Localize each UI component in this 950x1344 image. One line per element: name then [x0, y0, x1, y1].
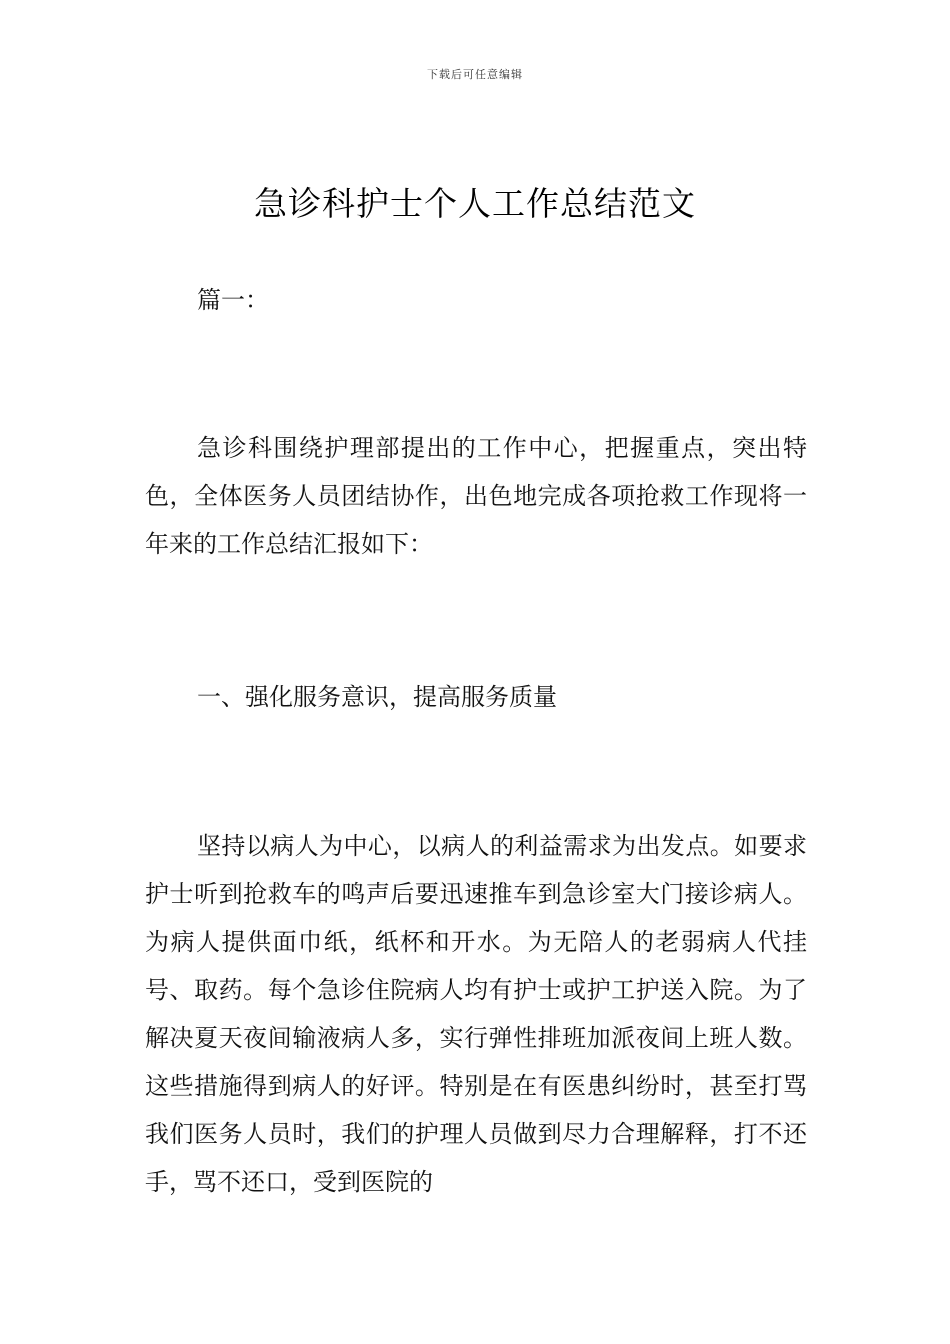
header-note: 下载后可任意编辑	[427, 68, 523, 81]
document-title: 急诊科护士个人工作总结范文	[254, 184, 696, 223]
section-heading-1: 一、强化服务意识，提高服务质量	[197, 683, 557, 711]
section-1-paragraph: 坚持以病人为中心，以病人的利益需求为出发点。如要求护士听到抢救车的鸣声后要迅速推车到急诊室大门接诊病人。为病人提供面巾纸，纸杯和开水。为无陪人的老弱病人代挂号、取药。每个急诊住院病人均有护士或护工护送入院。为了解决夏天夜间输液病人多，实行弹性排班加派夜间上班人数。这些措施得到病人的好评。特别是在有医患纠纷时，甚至打骂我们医务人员时，我们的护理人员做到尽力合理解释，打不还手，骂不还口，受到医院的	[145, 832, 807, 1196]
part-label: 篇一：	[197, 286, 269, 314]
intro-paragraph: 急诊科围绕护理部提出的工作中心，把握重点，突出特色，全体医务人员团结协作，出色地完成各项抢救工作现将一年来的工作总结汇报如下：	[145, 434, 807, 558]
